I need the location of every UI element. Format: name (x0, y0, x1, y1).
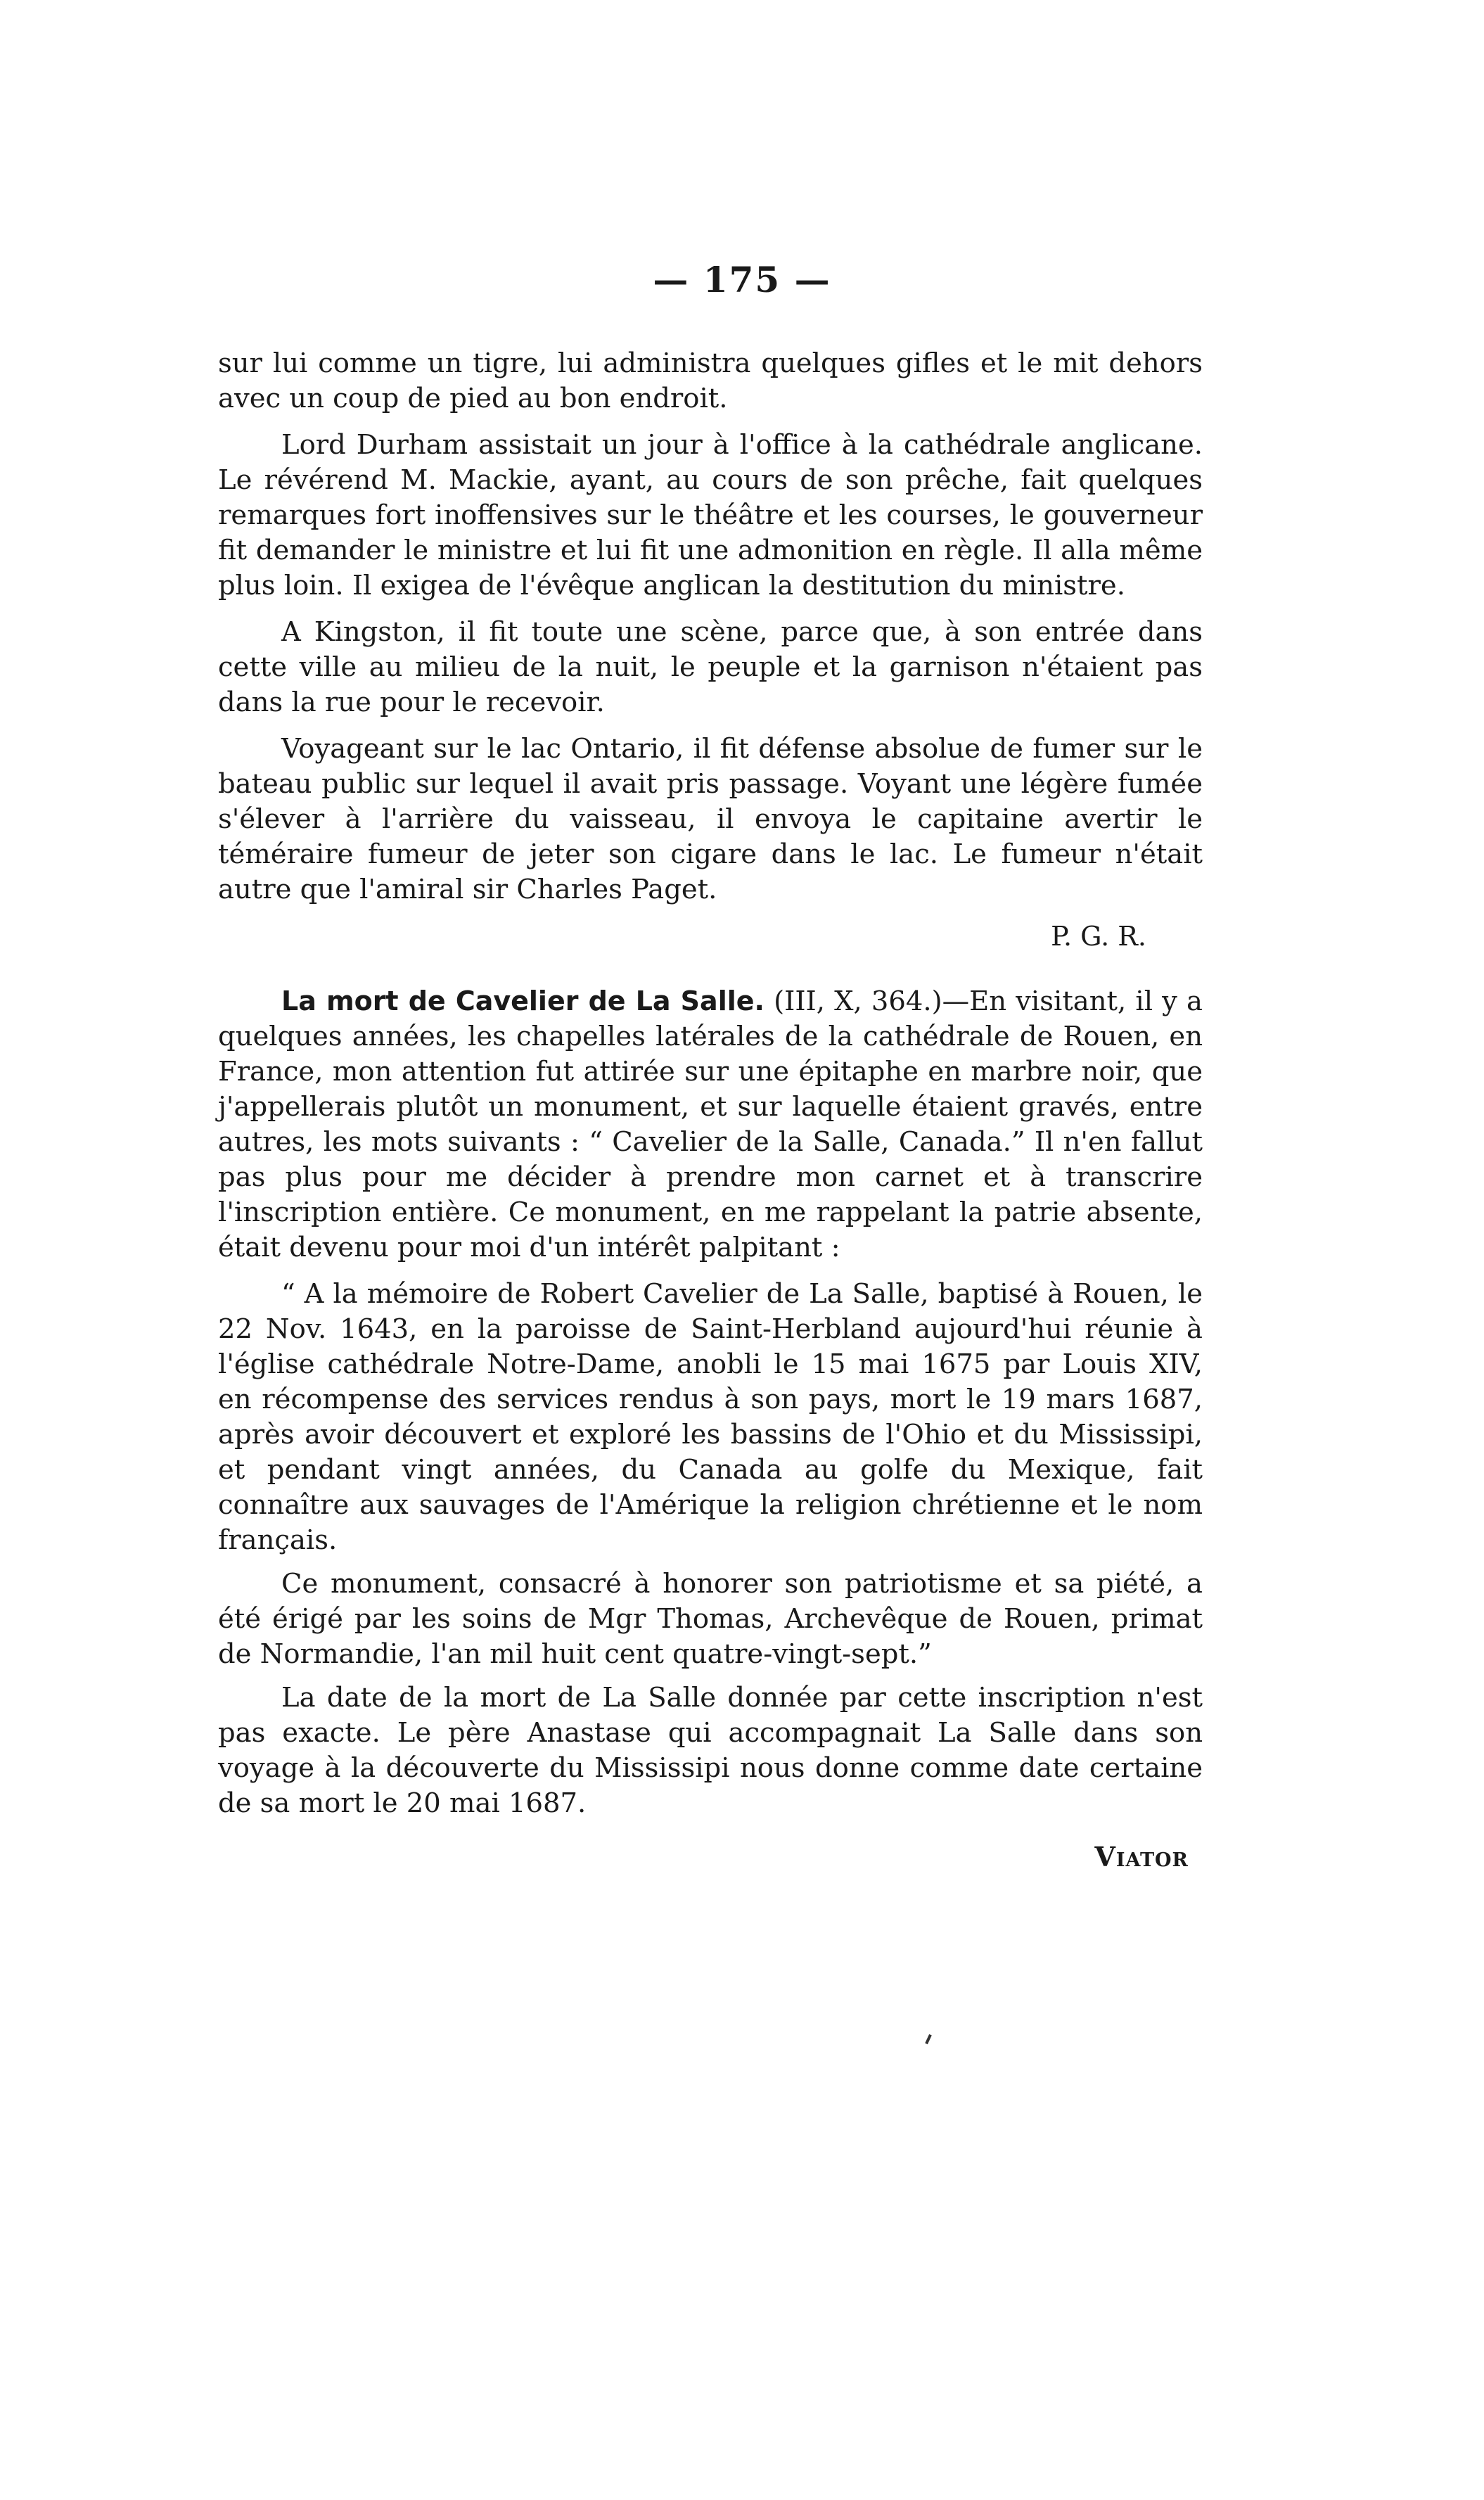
paragraph-continuation: sur lui comme un tigre, lui administra quelques gifles et le mit dehors avec un coup de pied au bon endroit. (218, 347, 1203, 414)
epitaph-paragraph-2: Ce monument, consacré à honorer son patriotisme et sa piété, a été érigé par les soins de Mgr Thomas, Archevêque de Rouen, primat de Normandie, l'an mil huit cent quatre-vingt-sept.” (218, 1568, 1203, 1670)
page-number: — 175 — (653, 259, 831, 300)
article-intro: (III, X, 364.)—En visitant, il y a quelques années, les chapelles latérales de la cathédrale de Rouen, en France, mon attention fut attirée sur une épitaphe en marbre noir, que j'appellerais plutôt un monument, et sur laquelle étaient gravés, entre autres, les mots suivants : “ Cavelier de la Salle, Canada.” Il n'en fallut pas plus pour me décider à prendre mon carnet et à transcrire l'inscription entière. Ce monument, en me rappelant la patrie absente, était devenu pour moi d'un intérêt palpitant : (218, 986, 1203, 1263)
ink-speck (925, 2034, 932, 2044)
article-paragraph (218, 983, 1203, 1265)
signature-viator: Viator (1094, 1841, 1189, 1873)
signature-pgr: P. G. R. (1051, 921, 1146, 952)
paragraph-lac-ontario: Voyageant sur le lac Ontario, il fit défense absolue de fumer sur le bateau public sur lequel il avait pris passage. Voyant une légère fumée s'élever à l'arrière du vaisseau, il envoya le capitaine avertir le téméraire fumeur de jeter son cigare dans le lac. Le fumeur n'était autre que l'amiral sir Charles Paget. (218, 733, 1203, 905)
paragraph-date-note: La date de la mort de La Salle donnée par cette inscription n'est pas exacte. Le père Anastase qui accompagnait La Salle dans son voyage à la découverte du Mississipi nous donne comme date certaine de sa mort le 20 mai 1687. (218, 1682, 1203, 1819)
article-title: La mort de Cavelier de La Salle. (281, 986, 765, 1016)
page-body (218, 346, 1203, 1904)
epitaph-paragraph-1: “ A la mémoire de Robert Cavelier de La Salle, baptisé à Rouen, le 22 Nov. 1643, en la paroisse de Saint-Herbland aujourd'hui réunie à l'église cathédrale Notre-Dame, anobli le 15 mai 1675 par Louis XIV, en récompense des services rendus à son pays, mort le 19 mars 1687, après avoir découvert et exploré les bassins de l'Ohio et du Mississipi, et pendant vingt années, du Canada au golfe du Mexique, fait connaître aux sauvages de l'Amérique la religion chrétienne et le nom français. (218, 1278, 1203, 1556)
paragraph-lord-durham: Lord Durham assistait un jour à l'office à la cathédrale anglicane. Le révérend M. Mackie, ayant, au cours de son prêche, fait quelques remarques fort inoffensives sur le théâtre et les courses, le gouverneur fit demander le ministre et lui fit une admonition en règle. Il alla même plus loin. Il exigea de l'évêque anglican la destitution du ministre. (218, 429, 1203, 601)
paragraph-kingston: A Kingston, il fit toute une scène, parce que, à son entrée dans cette ville au milieu de la nuit, le peuple et la garnison n'étaient pas dans la rue pour le recevoir. (218, 616, 1203, 718)
epitaph-quote (218, 1277, 1203, 1672)
